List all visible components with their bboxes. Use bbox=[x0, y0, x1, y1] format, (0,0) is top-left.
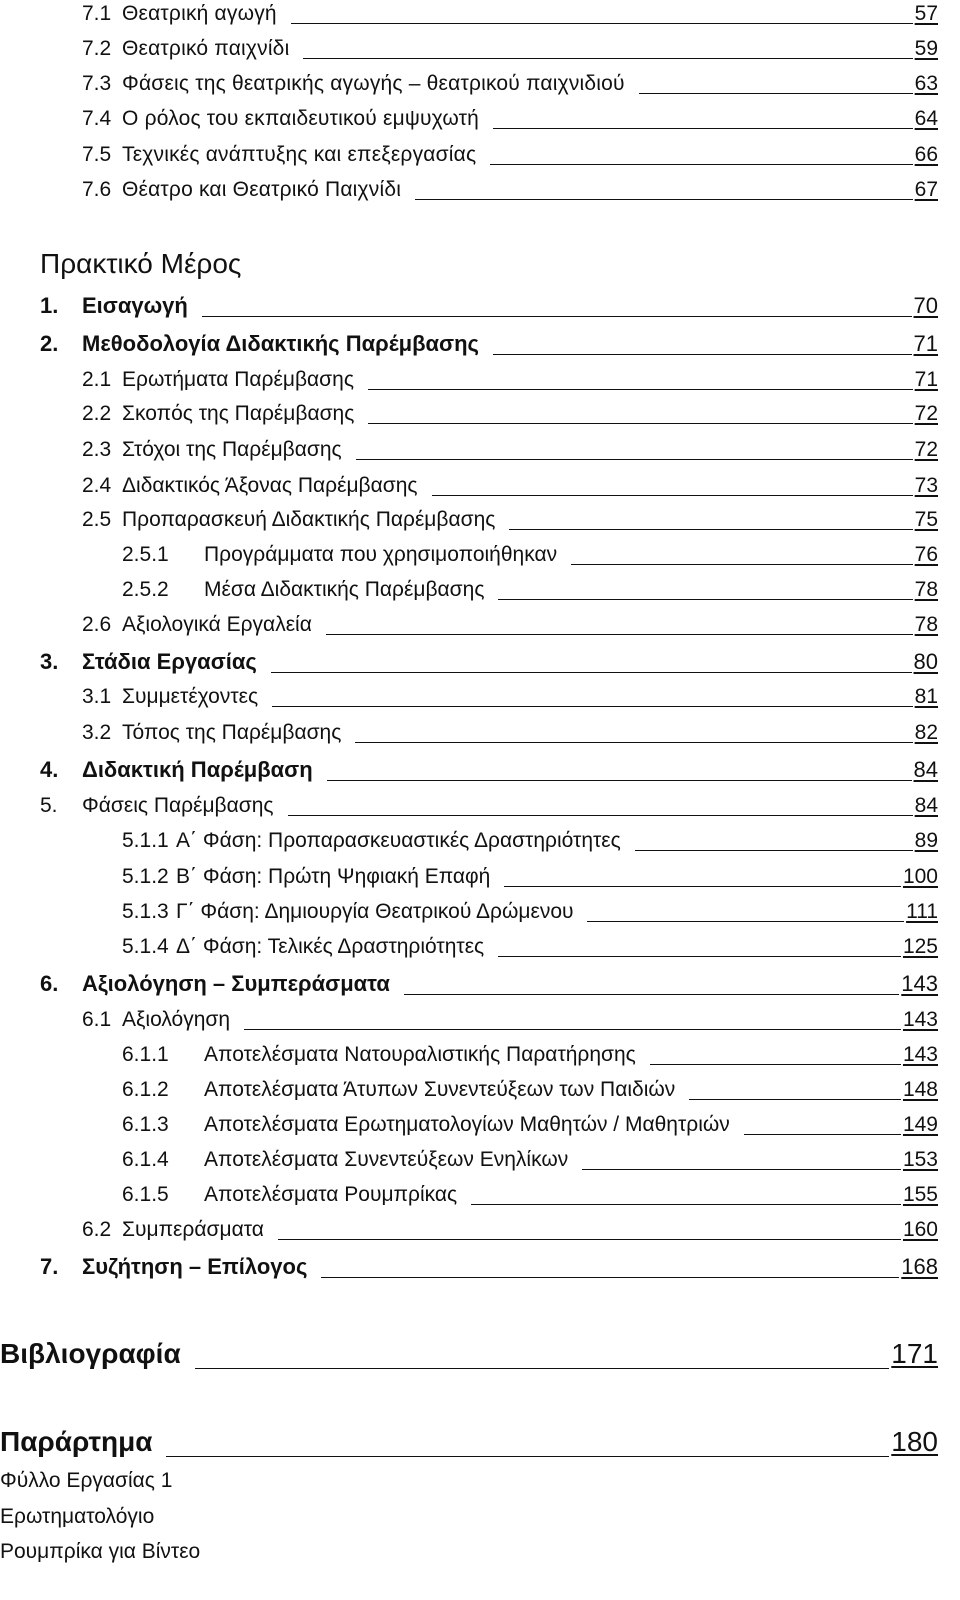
toc-leader-line bbox=[244, 1029, 901, 1030]
toc-entry-label: Τόπος της Παρέμβασης bbox=[122, 721, 342, 744]
toc-leader-line bbox=[587, 921, 904, 922]
toc-page-number[interactable]: 72 bbox=[914, 438, 938, 461]
toc-entry-36[interactable] bbox=[0, 1335, 938, 1373]
toc-entry-number: 2.2 bbox=[82, 402, 112, 425]
toc-leader-line bbox=[327, 780, 912, 781]
toc-entry-30[interactable] bbox=[122, 1076, 938, 1104]
toc-page-number[interactable]: 149 bbox=[902, 1113, 938, 1136]
toc-entry-number: 7.5 bbox=[82, 143, 112, 166]
toc-page-number[interactable]: 89 bbox=[914, 829, 938, 852]
toc-entry-10[interactable] bbox=[82, 366, 938, 394]
toc-page-number[interactable]: 160 bbox=[902, 1218, 938, 1241]
toc-page-number[interactable]: 71 bbox=[913, 331, 938, 356]
toc-entry-number: 7. bbox=[40, 1254, 59, 1279]
toc-leader-line bbox=[582, 1169, 901, 1170]
toc-entry-number: 7.3 bbox=[82, 72, 112, 95]
toc-leader-line bbox=[271, 672, 912, 673]
toc-entry-2[interactable] bbox=[82, 35, 938, 63]
toc-entry-4[interactable] bbox=[82, 105, 938, 133]
toc-entry-number: 6.1.1 bbox=[122, 1043, 169, 1066]
toc-leader-line bbox=[571, 564, 913, 565]
toc-page-number[interactable]: 76 bbox=[914, 543, 938, 566]
toc-entry-label: Τεχνικές ανάπτυξης και επεξεργασίας bbox=[122, 143, 477, 166]
toc-entry-number: 6.1.3 bbox=[122, 1113, 169, 1136]
toc-entry-29[interactable] bbox=[122, 1041, 938, 1069]
toc-entry-label: Αποτελέσματα Ερωτηματολογίων Μαθητών / Μαθητριών bbox=[204, 1113, 730, 1136]
toc-entry-18[interactable] bbox=[40, 647, 938, 677]
toc-entry-label: Αξιολόγηση bbox=[122, 1008, 231, 1031]
toc-leader-line bbox=[498, 599, 912, 600]
toc-entry-label: Ερωτήματα Παρέμβασης bbox=[122, 368, 354, 391]
toc-page-number[interactable]: 81 bbox=[914, 685, 938, 708]
toc-leader-line bbox=[639, 93, 913, 94]
toc-page-number[interactable]: 67 bbox=[914, 178, 938, 201]
toc-entry-label: Θεατρικό παιχνίδι bbox=[122, 37, 290, 60]
toc-leader-line bbox=[291, 23, 913, 24]
toc-entry-number: 5. bbox=[40, 794, 58, 817]
toc-entry-26[interactable] bbox=[122, 933, 938, 961]
toc-entry-14[interactable] bbox=[82, 506, 938, 534]
toc-page-number[interactable]: 82 bbox=[914, 721, 938, 744]
toc-entry-3[interactable] bbox=[82, 70, 938, 98]
toc-leader-line bbox=[326, 634, 913, 635]
toc-entry-label: Διδακτικός Άξονας Παρέμβασης bbox=[122, 474, 418, 497]
toc-entry-37[interactable] bbox=[0, 1423, 938, 1461]
toc-entry-number: 4. bbox=[40, 757, 59, 782]
toc-leader-line bbox=[415, 199, 913, 200]
toc-entry-label: Αποτελέσματα Ρουμπρίκας bbox=[204, 1183, 458, 1206]
toc-entry-number: 6.1.2 bbox=[122, 1078, 169, 1101]
toc-leader-line bbox=[272, 706, 913, 707]
toc-page-number[interactable]: 155 bbox=[902, 1183, 938, 1206]
toc-entry-label: Α΄ Φάση: Προπαρασκευαστικές Δραστηριότητες bbox=[176, 829, 621, 852]
toc-entry-number: 5.1.1 bbox=[122, 829, 169, 852]
toc-entry-label: Θεατρική αγωγή bbox=[122, 2, 277, 25]
toc-entry-number: 5.1.2 bbox=[122, 865, 169, 888]
toc-entry-12[interactable] bbox=[82, 436, 938, 464]
toc-page-number[interactable]: 148 bbox=[902, 1078, 938, 1101]
toc-page-number[interactable]: 84 bbox=[913, 757, 938, 782]
toc-entry-number: 2.6 bbox=[82, 613, 112, 636]
toc-entry-25[interactable] bbox=[122, 898, 938, 926]
toc-entry-28[interactable] bbox=[82, 1006, 938, 1034]
toc-leader-line bbox=[635, 850, 913, 851]
toc-entry-label: Αποτελέσματα Άτυπων Συνεντεύξεων των Παιδιών bbox=[204, 1078, 676, 1101]
toc-entry-label: Φάσεις Παρέμβασης bbox=[82, 794, 274, 817]
toc-page-number[interactable]: 73 bbox=[914, 474, 938, 497]
toc-leader-line bbox=[288, 815, 913, 816]
toc-entry-number: 2.5 bbox=[82, 508, 112, 531]
toc-entry-label: Προπαρασκευή Διδακτικής Παρέμβασης bbox=[122, 508, 496, 531]
toc-entry-label: Στόχοι της Παρέμβασης bbox=[122, 438, 342, 461]
toc-leader-line bbox=[166, 1456, 889, 1457]
toc-entry-label: Προγράμματα που χρησιμοποιήθηκαν bbox=[204, 543, 558, 566]
toc-entry-label: Εισαγωγή bbox=[82, 293, 188, 318]
toc-leader-line bbox=[509, 529, 912, 530]
toc-leader-line bbox=[278, 1239, 901, 1240]
toc-page-number[interactable]: 125 bbox=[902, 935, 938, 958]
toc-leader-line bbox=[368, 389, 913, 390]
toc-entry-number: 5.1.3 bbox=[122, 900, 169, 923]
toc-entry-label: Αξιολόγηση – Συμπεράσματα bbox=[82, 971, 390, 996]
toc-entry-number: 5.1.4 bbox=[122, 935, 169, 958]
toc-entry-label: Παράρτημα bbox=[0, 1426, 153, 1457]
toc-page-number[interactable]: 75 bbox=[914, 508, 938, 531]
toc-entry-number: 6.2 bbox=[82, 1218, 112, 1241]
toc-page-number[interactable]: 111 bbox=[906, 900, 938, 923]
toc-entry-27[interactable] bbox=[40, 969, 938, 999]
toc-entry-34[interactable] bbox=[82, 1216, 938, 1244]
appendix-item: Φύλλο Εργασίας 1 bbox=[0, 1469, 173, 1492]
toc-entry-number: 2.5.1 bbox=[122, 543, 169, 566]
toc-entry-number: 3.1 bbox=[82, 685, 112, 708]
toc-leader-line bbox=[404, 994, 899, 995]
toc-page-number[interactable]: 70 bbox=[913, 293, 938, 318]
toc-leader-line bbox=[689, 1099, 901, 1100]
toc-page-number[interactable]: 63 bbox=[914, 72, 938, 95]
toc-page-number[interactable]: 100 bbox=[902, 865, 938, 888]
toc-entry-number: 7.6 bbox=[82, 178, 112, 201]
toc-entry-15[interactable] bbox=[122, 541, 938, 569]
toc-page-number[interactable]: 143 bbox=[902, 1008, 938, 1031]
toc-entry-21[interactable] bbox=[40, 755, 938, 785]
toc-page-number[interactable]: 64 bbox=[914, 107, 938, 130]
toc-page-number[interactable]: 57 bbox=[914, 2, 938, 25]
toc-page-number[interactable]: 71 bbox=[914, 368, 938, 391]
appendix-item: Ερωτηματολόγιο bbox=[0, 1505, 155, 1528]
toc-entry-label: Γ΄ Φάση: Δημιουργία Θεατρικού Δρώμενου bbox=[176, 900, 574, 923]
toc-entry-33[interactable] bbox=[122, 1181, 938, 1209]
toc-leader-line bbox=[432, 495, 913, 496]
toc-entry-number: 3.2 bbox=[82, 721, 112, 744]
toc-entry-1[interactable] bbox=[82, 0, 938, 28]
toc-page-number[interactable]: 180 bbox=[891, 1426, 938, 1457]
toc-leader-line bbox=[195, 1368, 890, 1369]
toc-entry-16[interactable] bbox=[122, 576, 938, 604]
toc-leader-line bbox=[202, 316, 912, 317]
toc-entry-label: Συμμετέχοντες bbox=[122, 685, 259, 708]
toc-entry-number: 1. bbox=[40, 293, 59, 318]
toc-leader-line bbox=[744, 1134, 901, 1135]
toc-leader-line bbox=[493, 128, 913, 129]
toc-entry-number: 2. bbox=[40, 331, 59, 356]
toc-entry-5[interactable] bbox=[82, 141, 938, 169]
toc-entry-19[interactable] bbox=[82, 683, 938, 711]
toc-leader-line bbox=[493, 354, 912, 355]
toc-entry-31[interactable] bbox=[122, 1111, 938, 1139]
toc-entry-label: Φάσεις της θεατρικής αγωγής – θεατρικού παιχνιδιού bbox=[122, 72, 625, 95]
toc-entry-label: Ο ρόλος του εκπαιδευτικού εμψυχωτή bbox=[122, 107, 480, 130]
section-heading: Πρακτικό Μέρος bbox=[40, 248, 242, 279]
toc-entry-label: Αξιολογικά Εργαλεία bbox=[122, 613, 312, 636]
toc-entry-23[interactable] bbox=[122, 827, 938, 855]
toc-entry-label: Συμπεράσματα bbox=[122, 1218, 264, 1241]
toc-entry-13[interactable] bbox=[82, 472, 938, 500]
toc-entry-label: Σκοπός της Παρέμβασης bbox=[122, 402, 355, 425]
toc-entry-number: 6.1.4 bbox=[122, 1148, 169, 1171]
toc-leader-line bbox=[650, 1064, 901, 1065]
toc-entry-number: 2.5.2 bbox=[122, 578, 169, 601]
toc-entry-label: Βιβλιογραφία bbox=[0, 1338, 181, 1369]
toc-entry-35[interactable] bbox=[40, 1252, 938, 1282]
toc-page-number[interactable]: 59 bbox=[914, 37, 938, 60]
toc-entry-number: 6.1.5 bbox=[122, 1183, 169, 1206]
toc-entry-8[interactable] bbox=[40, 291, 938, 321]
toc-entry-20[interactable] bbox=[82, 719, 938, 747]
toc-leader-line bbox=[498, 956, 901, 957]
toc-leader-line bbox=[321, 1277, 899, 1278]
toc-entry-number: 7.4 bbox=[82, 107, 112, 130]
toc-page-number[interactable]: 153 bbox=[902, 1148, 938, 1171]
toc-leader-line bbox=[355, 742, 912, 743]
toc-leader-line bbox=[368, 423, 912, 424]
toc-leader-line bbox=[504, 886, 901, 887]
toc-entry-17[interactable] bbox=[82, 611, 938, 639]
toc-entry-label: Μέσα Διδακτικής Παρέμβασης bbox=[204, 578, 485, 601]
toc-entry-label: Δ΄ Φάση: Τελικές Δραστηριότητες bbox=[176, 935, 485, 958]
toc-leader-line bbox=[303, 58, 912, 59]
toc-entry-label: Θέατρο και Θεατρικό Παιχνίδι bbox=[122, 178, 402, 201]
toc-leader-line bbox=[490, 164, 912, 165]
toc-entry-9[interactable] bbox=[40, 329, 938, 359]
appendix-item: Ρουμπρίκα για Βίντεο bbox=[0, 1540, 201, 1563]
toc-leader-line bbox=[471, 1204, 901, 1205]
toc-entry-32[interactable] bbox=[122, 1146, 938, 1174]
toc-entry-22[interactable] bbox=[40, 792, 938, 820]
toc-page-number[interactable]: 80 bbox=[913, 649, 938, 674]
toc-entry-number: 2.3 bbox=[82, 438, 112, 461]
toc-entry-number: 7.1 bbox=[82, 2, 112, 25]
toc-entry-label: Β΄ Φάση: Πρώτη Ψηφιακή Επαφή bbox=[176, 865, 491, 888]
toc-entry-number: 6. bbox=[40, 971, 59, 996]
toc-page-number[interactable]: 84 bbox=[914, 794, 938, 817]
toc-entry-6[interactable] bbox=[82, 176, 938, 204]
toc-entry-number: 2.1 bbox=[82, 368, 112, 391]
toc-page-number[interactable]: 143 bbox=[901, 971, 938, 996]
toc-entry-label: Αποτελέσματα Νατουραλιστικής Παρατήρησης bbox=[204, 1043, 636, 1066]
toc-leader-line bbox=[356, 459, 913, 460]
toc-page-number[interactable]: 143 bbox=[902, 1043, 938, 1066]
toc-entry-11[interactable] bbox=[82, 400, 938, 428]
toc-entry-label: Στάδια Εργασίας bbox=[82, 649, 257, 674]
toc-entry-number: 2.4 bbox=[82, 474, 112, 497]
toc-entry-label: Διδακτική Παρέμβαση bbox=[82, 757, 313, 782]
toc-entry-number: 7.2 bbox=[82, 37, 112, 60]
toc-page-number[interactable]: 66 bbox=[914, 143, 938, 166]
toc-page-number[interactable]: 171 bbox=[891, 1338, 938, 1369]
toc-entry-label: Μεθοδολογία Διδακτικής Παρέμβασης bbox=[82, 331, 479, 356]
toc-page-number[interactable]: 78 bbox=[914, 578, 938, 601]
toc-page-number[interactable]: 78 bbox=[914, 613, 938, 636]
toc-entry-24[interactable] bbox=[122, 863, 938, 891]
toc-entry-number: 3. bbox=[40, 649, 59, 674]
toc-entry-label: Συζήτηση – Επίλογος bbox=[82, 1254, 308, 1279]
toc-page-number[interactable]: 72 bbox=[914, 402, 938, 425]
toc-entry-number: 6.1 bbox=[82, 1008, 112, 1031]
toc-entry-label: Αποτελέσματα Συνεντεύξεων Ενηλίκων bbox=[204, 1148, 569, 1171]
toc-page-number[interactable]: 168 bbox=[901, 1254, 938, 1279]
